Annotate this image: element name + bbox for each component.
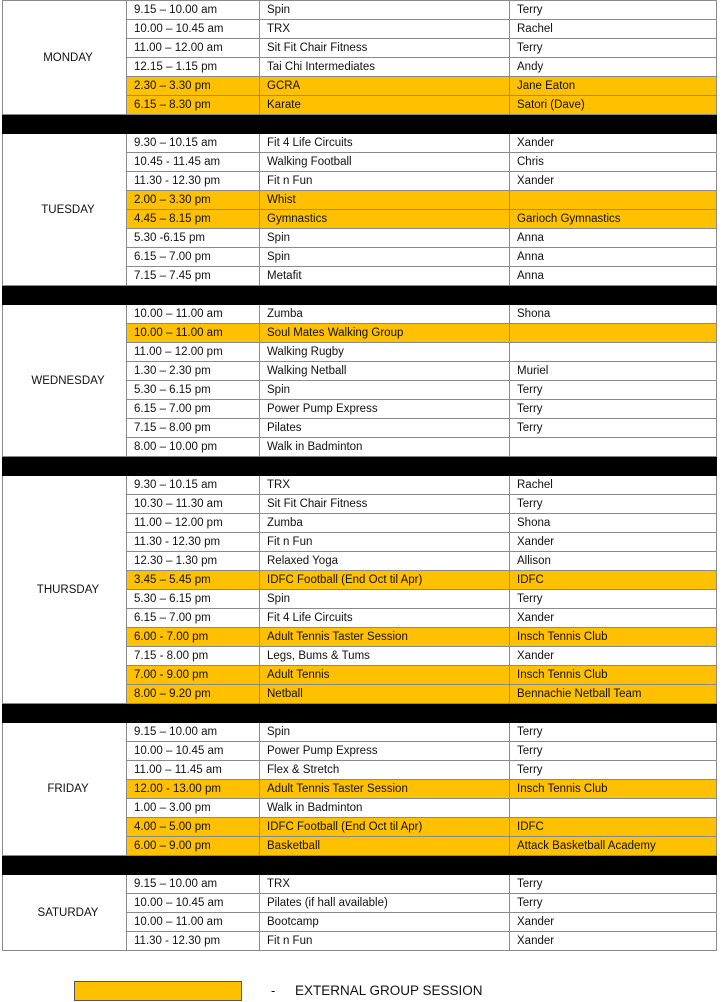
activity-cell: Metafit [260, 267, 510, 286]
activity-cell: IDFC Football (End Oct til Apr) [260, 818, 510, 837]
instructor-cell: Terry [510, 1, 717, 20]
activity-cell: TRX [260, 875, 510, 894]
table-row [3, 875, 717, 894]
instructor-cell: Muriel [510, 362, 717, 381]
time-cell: 9.15 – 10.00 am [127, 875, 260, 894]
instructor-cell [510, 324, 717, 343]
activity-cell: Fit 4 Life Circuits [260, 609, 510, 628]
separator-cell [510, 457, 717, 476]
activity-cell: Adult Tennis Taster Session [260, 628, 510, 647]
instructor-cell: Bennachie Netball Team [510, 685, 717, 704]
instructor-cell: Xander [510, 134, 717, 153]
activity-cell: Whist [260, 191, 510, 210]
time-cell: 7.00 - 9.00 pm [127, 666, 260, 685]
instructor-cell: Allison [510, 552, 717, 571]
instructor-cell: Terry [510, 875, 717, 894]
instructor-cell: IDFC [510, 818, 717, 837]
separator-cell [127, 704, 260, 723]
instructor-cell: Shona [510, 514, 717, 533]
legend-dash: - [271, 983, 276, 998]
separator-cell [127, 457, 260, 476]
table-row [3, 476, 717, 495]
activity-cell: Walking Rugby [260, 343, 510, 362]
time-cell: 8.00 – 10.00 pm [127, 438, 260, 457]
time-cell: 9.15 – 10.00 am [127, 723, 260, 742]
instructor-cell [510, 343, 717, 362]
activity-cell: Spin [260, 1, 510, 20]
activity-cell: Basketball [260, 837, 510, 856]
time-cell: 6.00 - 7.00 pm [127, 628, 260, 647]
activity-cell: Fit n Fun [260, 172, 510, 191]
instructor-cell [510, 799, 717, 818]
time-cell: 6.15 – 7.00 pm [127, 400, 260, 419]
time-cell: 5.30 – 6.15 pm [127, 590, 260, 609]
instructor-cell: Anna [510, 267, 717, 286]
instructor-cell: Andy [510, 58, 717, 77]
time-cell: 10.00 – 11.00 am [127, 305, 260, 324]
activity-cell: Pilates (if hall available) [260, 894, 510, 913]
instructor-cell: Xander [510, 913, 717, 932]
time-cell: 4.45 – 8.15 pm [127, 210, 260, 229]
time-cell: 1.00 – 3.00 pm [127, 799, 260, 818]
activity-cell: Adult Tennis [260, 666, 510, 685]
instructor-cell [510, 191, 717, 210]
day-separator [3, 856, 717, 875]
activity-cell: Spin [260, 381, 510, 400]
activity-cell: Karate [260, 96, 510, 115]
separator-cell [3, 457, 127, 476]
activity-cell: Adult Tennis Taster Session [260, 780, 510, 799]
time-cell: 11.30 - 12.30 pm [127, 533, 260, 552]
instructor-cell: Terry [510, 742, 717, 761]
activity-cell: Sit Fit Chair Fitness [260, 495, 510, 514]
separator-cell [127, 286, 260, 305]
time-cell: 2.00 – 3.30 pm [127, 191, 260, 210]
instructor-cell: Insch Tennis Club [510, 780, 717, 799]
day-separator [3, 457, 717, 476]
weekly-timetable [2, 0, 717, 951]
instructor-cell: Anna [510, 229, 717, 248]
time-cell: 10.00 – 10.45 am [127, 20, 260, 39]
instructor-cell: Xander [510, 172, 717, 191]
activity-cell: Bootcamp [260, 913, 510, 932]
time-cell: 11.00 – 11.45 am [127, 761, 260, 780]
day-separator [3, 115, 717, 134]
time-cell: 3.45 – 5.45 pm [127, 571, 260, 590]
time-cell: 10.00 – 11.00 am [127, 324, 260, 343]
activity-cell: Power Pump Express [260, 742, 510, 761]
day-separator [3, 286, 717, 305]
time-cell: 9.30 – 10.15 am [127, 134, 260, 153]
activity-cell: Spin [260, 723, 510, 742]
time-cell: 8.00 – 9.20 pm [127, 685, 260, 704]
time-cell: 2.30 – 3.30 pm [127, 77, 260, 96]
table-row [3, 1, 717, 20]
legend-swatch [74, 981, 242, 1001]
instructor-cell: Terry [510, 590, 717, 609]
instructor-cell: Terry [510, 419, 717, 438]
time-cell: 11.00 – 12.00 am [127, 39, 260, 58]
activity-cell: Walking Netball [260, 362, 510, 381]
activity-cell: Zumba [260, 305, 510, 324]
time-cell: 6.15 – 8.30 pm [127, 96, 260, 115]
instructor-cell: Xander [510, 932, 717, 951]
activity-cell: TRX [260, 476, 510, 495]
separator-cell [510, 704, 717, 723]
activity-cell: GCRA [260, 77, 510, 96]
time-cell: 10.00 – 10.45 am [127, 742, 260, 761]
instructor-cell: Shona [510, 305, 717, 324]
separator-cell [3, 115, 127, 134]
time-cell: 1.30 – 2.30 pm [127, 362, 260, 381]
time-cell: 12.00 - 13.00 pm [127, 780, 260, 799]
separator-cell [260, 856, 510, 875]
activity-cell: Zumba [260, 514, 510, 533]
time-cell: 10.00 – 10.45 am [127, 894, 260, 913]
separator-cell [510, 856, 717, 875]
time-cell: 9.30 – 10.15 am [127, 476, 260, 495]
activity-cell: Walk in Badminton [260, 438, 510, 457]
time-cell: 9.15 – 10.00 am [127, 1, 260, 20]
separator-cell [127, 115, 260, 134]
day-label: SATURDAY [3, 875, 127, 951]
time-cell: 5.30 – 6.15 pm [127, 381, 260, 400]
activity-cell: Gymnastics [260, 210, 510, 229]
instructor-cell: Attack Basketball Academy [510, 837, 717, 856]
activity-cell: Pilates [260, 419, 510, 438]
activity-cell: Spin [260, 590, 510, 609]
day-label: WEDNESDAY [3, 305, 127, 457]
instructor-cell: Insch Tennis Club [510, 628, 717, 647]
timetable-body [3, 1, 717, 951]
instructor-cell: Satori (Dave) [510, 96, 717, 115]
activity-cell: Power Pump Express [260, 400, 510, 419]
activity-cell: Spin [260, 229, 510, 248]
time-cell: 7.15 - 8.00 pm [127, 647, 260, 666]
activity-cell: IDFC Football (End Oct til Apr) [260, 571, 510, 590]
instructor-cell: IDFC [510, 571, 717, 590]
activity-cell: Legs, Bums & Tums [260, 647, 510, 666]
time-cell: 11.00 – 12.00 pm [127, 343, 260, 362]
time-cell: 12.30 – 1.30 pm [127, 552, 260, 571]
time-cell: 6.15 – 7.00 pm [127, 248, 260, 267]
time-cell: 10.30 – 11.30 am [127, 495, 260, 514]
activity-cell: Netball [260, 685, 510, 704]
activity-cell: Fit n Fun [260, 932, 510, 951]
activity-cell: Soul Mates Walking Group [260, 324, 510, 343]
day-label: THURSDAY [3, 476, 127, 704]
day-label: MONDAY [3, 1, 127, 115]
separator-cell [510, 115, 717, 134]
separator-cell [510, 286, 717, 305]
time-cell: 10.45 - 11.45 am [127, 153, 260, 172]
instructor-cell: Xander [510, 609, 717, 628]
separator-cell [3, 704, 127, 723]
time-cell: 12.15 – 1.15 pm [127, 58, 260, 77]
activity-cell: Walk in Badminton [260, 799, 510, 818]
separator-cell [260, 457, 510, 476]
time-cell: 6.15 – 7.00 pm [127, 609, 260, 628]
time-cell: 5.30 -6.15 pm [127, 229, 260, 248]
activity-cell: Fit n Fun [260, 533, 510, 552]
separator-cell [260, 115, 510, 134]
legend-label: EXTERNAL GROUP SESSION [295, 983, 483, 998]
activity-cell: TRX [260, 20, 510, 39]
instructor-cell: Terry [510, 495, 717, 514]
time-cell: 7.15 – 8.00 pm [127, 419, 260, 438]
instructor-cell: Rachel [510, 476, 717, 495]
activity-cell: Walking Football [260, 153, 510, 172]
instructor-cell: Xander [510, 647, 717, 666]
instructor-cell: Xander [510, 533, 717, 552]
instructor-cell: Terry [510, 39, 717, 58]
separator-cell [3, 286, 127, 305]
day-separator [3, 704, 717, 723]
time-cell: 6.00 – 9.00 pm [127, 837, 260, 856]
time-cell: 7.15 – 7.45 pm [127, 267, 260, 286]
instructor-cell [510, 438, 717, 457]
instructor-cell: Terry [510, 723, 717, 742]
activity-cell: Fit 4 Life Circuits [260, 134, 510, 153]
instructor-cell: Garioch Gymnastics [510, 210, 717, 229]
day-label: TUESDAY [3, 134, 127, 286]
separator-cell [260, 286, 510, 305]
instructor-cell: Chris [510, 153, 717, 172]
activity-cell: Relaxed Yoga [260, 552, 510, 571]
separator-cell [127, 856, 260, 875]
instructor-cell: Rachel [510, 20, 717, 39]
instructor-cell: Jane Eaton [510, 77, 717, 96]
time-cell: 4.00 – 5.00 pm [127, 818, 260, 837]
time-cell: 11.30 - 12.30 pm [127, 932, 260, 951]
instructor-cell: Anna [510, 248, 717, 267]
time-cell: 11.00 – 12.00 pm [127, 514, 260, 533]
activity-cell: Spin [260, 248, 510, 267]
day-label: FRIDAY [3, 723, 127, 856]
time-cell: 10.00 – 11.00 am [127, 913, 260, 932]
time-cell: 11.30 - 12.30 pm [127, 172, 260, 191]
table-row [3, 134, 717, 153]
table-row [3, 723, 717, 742]
activity-cell: Flex & Stretch [260, 761, 510, 780]
activity-cell: Sit Fit Chair Fitness [260, 39, 510, 58]
instructor-cell: Terry [510, 381, 717, 400]
instructor-cell: Terry [510, 894, 717, 913]
instructor-cell: Insch Tennis Club [510, 666, 717, 685]
instructor-cell: Terry [510, 400, 717, 419]
instructor-cell: Terry [510, 761, 717, 780]
separator-cell [260, 704, 510, 723]
separator-cell [3, 856, 127, 875]
activity-cell: Tai Chi Intermediates [260, 58, 510, 77]
table-row [3, 305, 717, 324]
